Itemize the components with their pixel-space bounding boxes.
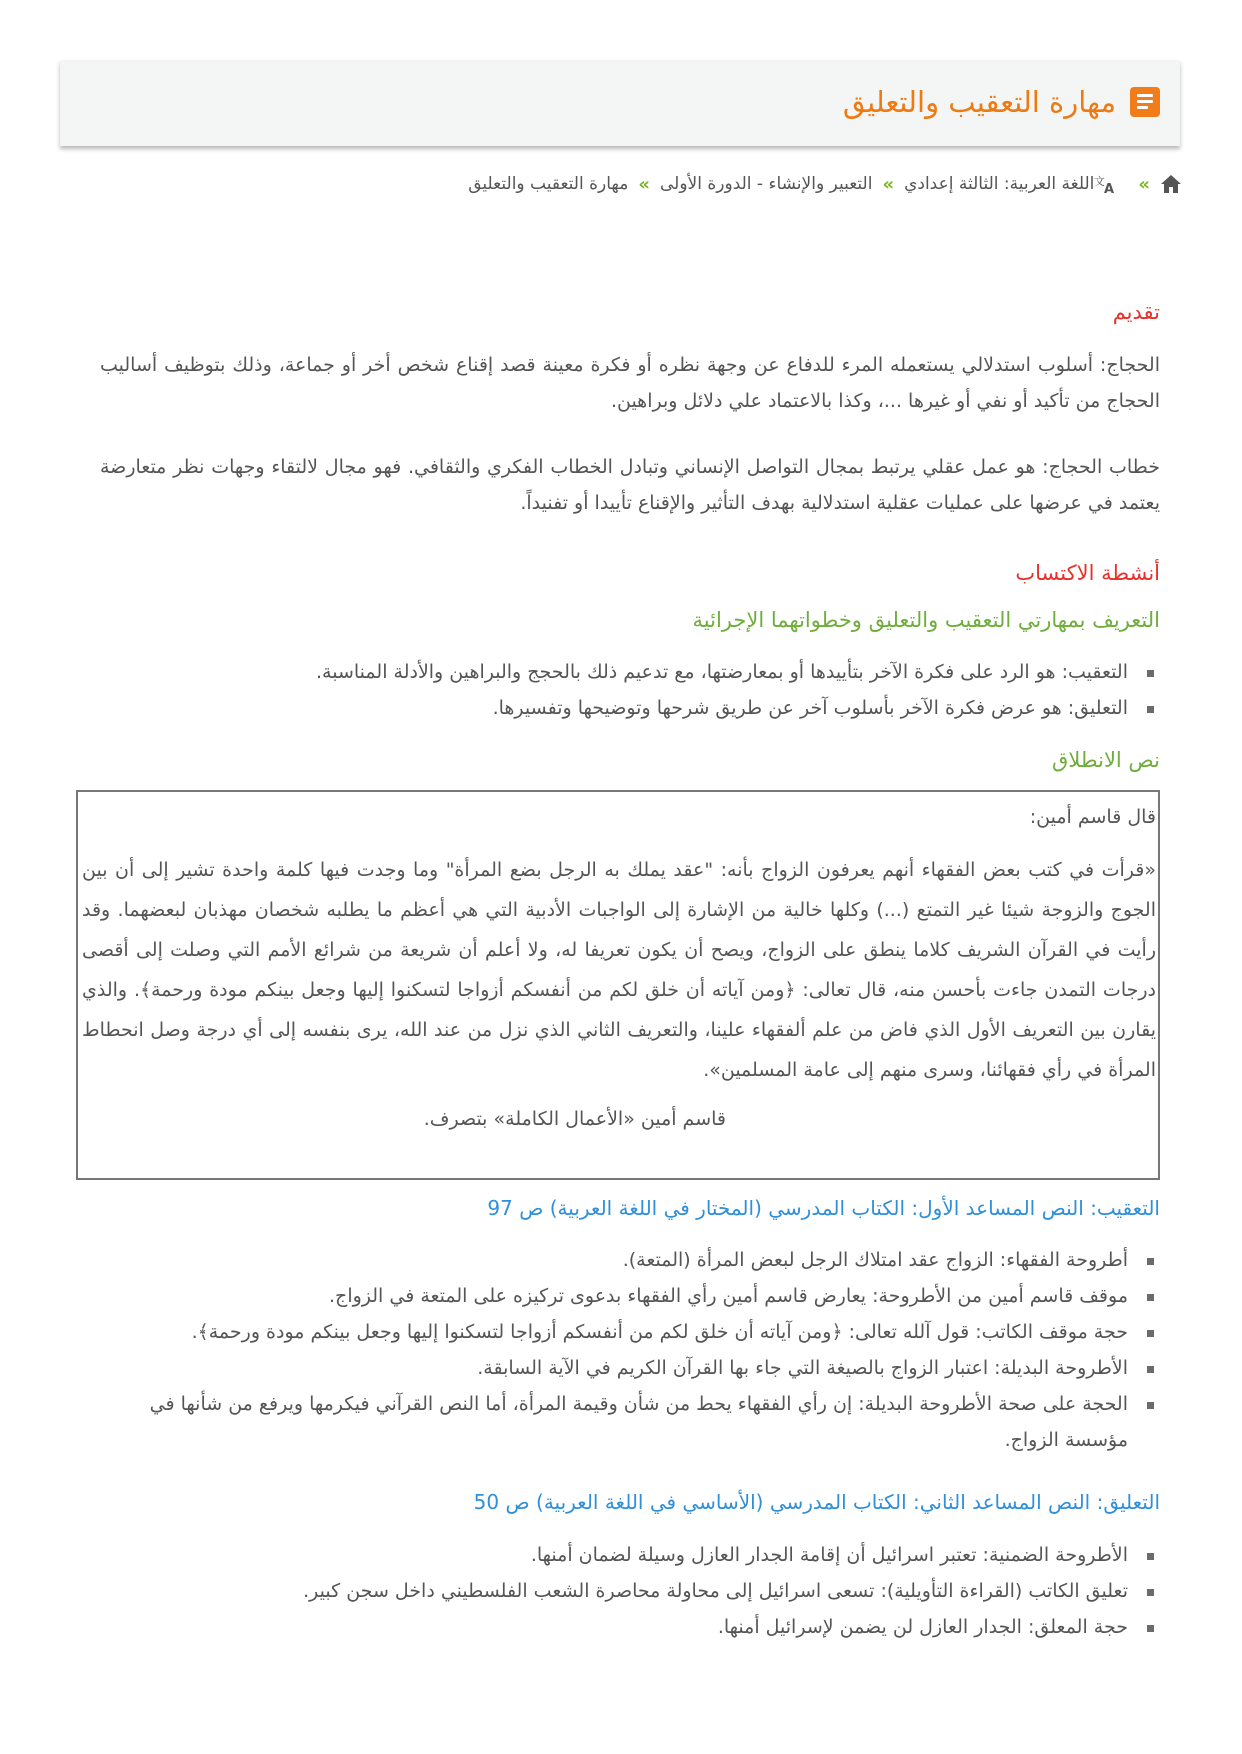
list-item: الأطروحة البديلة: اعتبار الزواج بالصيغة التي جاء بها القرآن الكريم في الآية السابقة.: [100, 1350, 1160, 1386]
document-icon: [1130, 87, 1160, 117]
svg-text:A: A: [1104, 182, 1115, 197]
list-item: حجة موقف الكاتب: قول آلله تعالى: ﴿ومن آياته أن خلق لكم من أنفسكم أزواجا لتسكنوا إليها وجعل بينكم مودة ورحمة﴾.: [100, 1314, 1160, 1350]
page-title: مهارة التعقيب والتعليق: [842, 85, 1116, 119]
breadcrumb-separator: »: [638, 173, 650, 195]
list-item: موقف قاسم أمين من الأطروحة: يعارض قاسم أمين رأي الفقهاء بدعوى تركيزه على المتعة في الزواج.: [100, 1278, 1160, 1314]
breadcrumb-separator: »: [882, 173, 895, 195]
commentary-1-heading: التعقيب: النص المساعد الأول: الكتاب المدرسي (المختار في اللغة العربية) ص 97: [487, 1196, 1160, 1220]
starting-text-heading: نص الانطلاق: [1052, 748, 1160, 772]
breadcrumb-unit[interactable]: التعبير والإنشاء - الدورة الأولى: [659, 174, 873, 194]
quote-source: قاسم أمين «الأعمال الكاملة» بتصرف.: [423, 1108, 726, 1130]
starting-text-box: [76, 790, 1160, 1180]
svg-text:文: 文: [1094, 175, 1106, 188]
commentary-2-list: [100, 1537, 1160, 1645]
breadcrumb-current: مهارة التعقيب والتعليق: [468, 174, 629, 194]
activities-heading: أنشطة الاكتساب: [1015, 561, 1160, 585]
list-item: حجة المعلق: الجدار العازل لن يضمن لإسرائيل أمنها.: [100, 1609, 1160, 1645]
quote-body: «قرأت في كتب بعض الفقهاء أنهم يعرفون الزواج بأنه: "عقد يملك به الرجل بضع المرأة" وما وجدت فيها كلمة واحدة تشير إلى أن بين الجوج والزوجة شيئا غير التمتع (...) وكلها خالية من الإشارة إلى الواجبات الأدبية التي هي أعظم ما يطلبه شخصان مهذبان لبعضهما. وقد رأيت في القرآن الشريف كلاما ينطق على الزواج، ويصح أن يكون تعريفا له، ولا أعلم أن شريعة من شرائع الأمم التي وصلت إلى أقصى درجات التمدن جاءت بأحسن منه، قال تعالى: ﴿ومن آياته أن خلق لكم من أنفسكم أزواجا لتسكنوا إليها وجعل بينكم مودة ورحمة﴾. والذي يقارن بين التعريف الأول الذي فاض من علم ألفقهاء علينا، والتعريف الثاني الذي نزل من عند الله، يرى بنفسه إلى أي درجة وصل انحطاط المرأة في رأي فقهائنا، وسرى منهم إلى عامة المسلمين».: [82, 859, 1156, 1081]
list-item: تعليق الكاتب (القراءة التأويلية): تسعى اسرائيل إلى محاولة محاصرة الشعب الفلسطيني داخل سجن كبير.: [100, 1573, 1160, 1609]
list-item: الأطروحة الضمنية: تعتبر اسرائيل أن إقامة الجدار العازل وسيلة لضمان أمنها.: [100, 1537, 1160, 1573]
list-item: أطروحة الفقهاء: الزواج عقد امتلاك الرجل لبعض المرأة (المتعة).: [100, 1242, 1160, 1278]
breadcrumb: [468, 166, 1182, 202]
breadcrumb-subject[interactable]: اللغة العربية: الثالثة إعدادي: [904, 174, 1095, 194]
translate-icon: [1094, 173, 1128, 197]
definition-heading: التعريف بمهارتي التعقيب والتعليق وخطواتهما الإجرائية: [692, 608, 1160, 632]
list-item: التعقيب: هو الرد على فكرة الآخر بتأييدها أو بمعارضتها، مع تدعيم ذلك بالحجج والبراهين والأدلة المناسبة.: [100, 654, 1160, 690]
home-icon[interactable]: [1160, 174, 1182, 194]
commentary-1-list: [100, 1242, 1160, 1458]
intro-heading: تقديم: [1112, 300, 1160, 324]
commentary-2-heading: التعليق: النص المساعد الثاني: الكتاب المدرسي (الأساسي في اللغة العربية) ص 50: [473, 1490, 1160, 1514]
intro-paragraph-1: الحجاج: أسلوب استدلالي يستعمله المرء للدفاع عن وجهة نظره أو فكرة معينة قصد إقناع شخص أخر أو جماعة، وذلك بتوظيف أساليب الحجاج من تأكيد أو نفي أو غيرها ...، وكذا بالاعتماد علي دلائل وبراهين.: [100, 354, 1160, 412]
breadcrumb-separator: »: [1138, 173, 1150, 195]
page-header: [60, 60, 1180, 146]
intro-paragraph-2: خطاب الحجاج: هو عمل عقلي يرتبط بمجال التواصل الإنساني وتبادل الخطاب الفكري والثقافي. فهو مجال لالتقاء وجهات نظر متعارضة يعتمد في عرضها على عمليات عقلية استدلالية بهدف التأثير والإقناع تأييدا أو تفنيداً.: [100, 456, 1160, 514]
definition-list: [100, 654, 1160, 726]
quote-intro: قال قاسم أمين:: [1029, 806, 1156, 828]
list-item: التعليق: هو عرض فكرة الآخر بأسلوب آخر عن طريق شرحها وتوضيحها وتفسيرها.: [100, 690, 1160, 726]
list-item: الحجة على صحة الأطروحة البديلة: إن رأي الفقهاء يحط من شأن وقيمة المرأة، أما النص القرآني فيكرمها ويرفع من شأنها في مؤسسة الزواج.: [100, 1386, 1160, 1458]
